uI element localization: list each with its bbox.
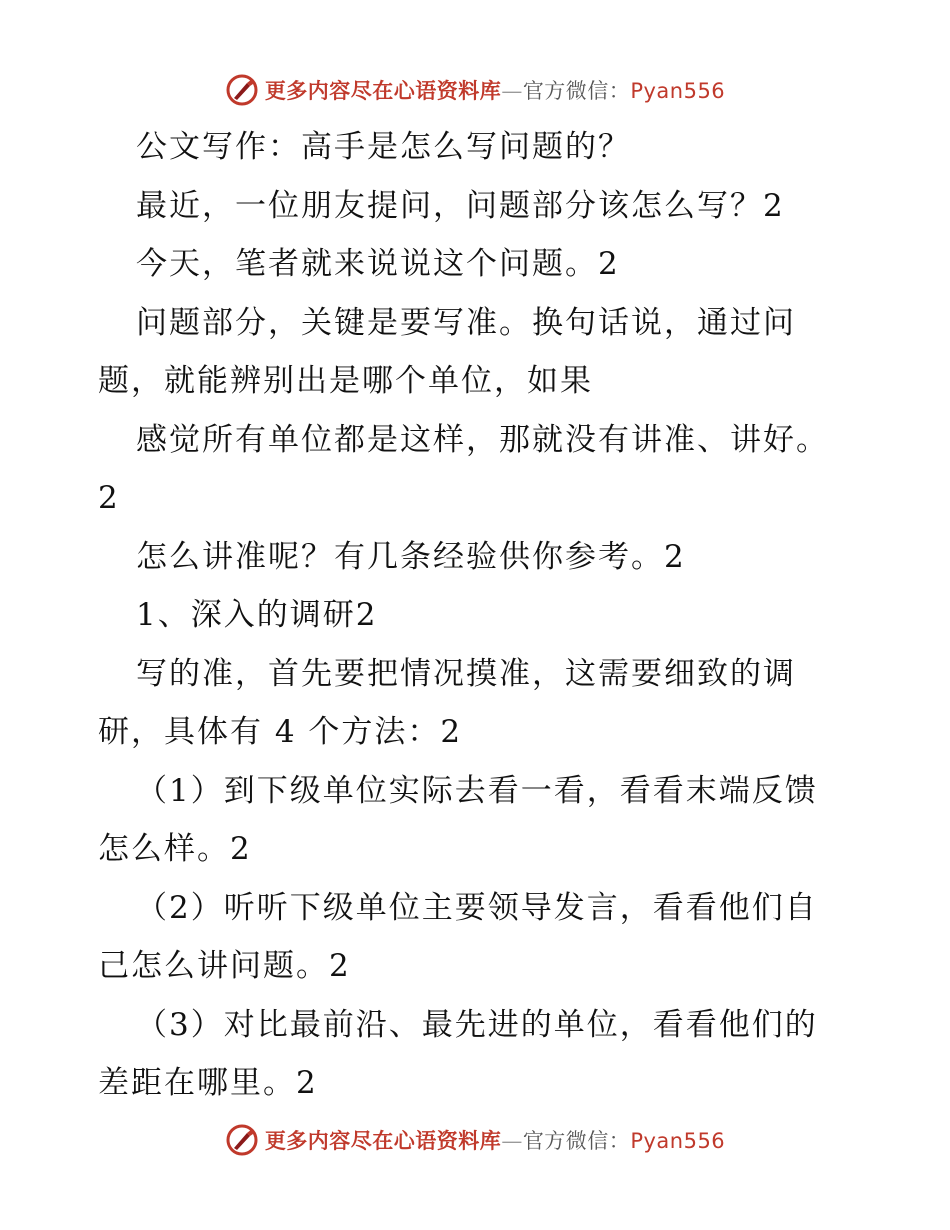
footer-banner: [0, 1120, 950, 1160]
banner-text: [265, 75, 725, 105]
banner-brand: 更多内容尽在心语资料库: [264, 1128, 502, 1153]
paragraph: 写的准，首先要把情况摸准，这需要细致的调研，具体有 4 个方法：2: [98, 655, 796, 750]
paragraph: 最近，一位朋友提问，问题部分该怎么写？2: [136, 187, 785, 224]
list-item: （1）到下级单位实际去看一看，看看末端反馈怎么样。2: [98, 772, 818, 867]
section-heading: 1、深入的调研2: [136, 597, 378, 633]
paragraph-title: 公文写作：高手是怎么写问题的？: [136, 129, 631, 165]
banner-dash: —: [501, 79, 523, 103]
banner-handle: Pyan556: [630, 1129, 726, 1153]
paragraph: 感觉所有单位都是这样，那就没有讲准、讲好。2: [98, 421, 829, 516]
banner-label: 官方微信：: [522, 1129, 631, 1153]
banner-dash: —: [501, 1129, 523, 1153]
banner-brand: 更多内容尽在心语资料库: [264, 78, 502, 103]
list-item: （3）对比最前沿、最先进的单位，看看他们的差距在哪里。2: [98, 1006, 818, 1101]
banner-text: [265, 1125, 725, 1155]
document-body: [98, 118, 838, 1113]
quill-logo-icon: [225, 73, 259, 107]
list-item: （2）听听下级单位主要领导发言，看看他们自己怎么讲问题。2: [98, 889, 818, 984]
paragraph: 今天，笔者就来说说这个问题。2: [136, 246, 620, 282]
header-banner: [0, 70, 950, 110]
banner-handle: Pyan556: [630, 79, 726, 103]
banner-label: 官方微信：: [522, 79, 631, 103]
paragraph: 怎么讲准呢？有几条经验供你参考。2: [136, 538, 686, 575]
paragraph: 问题部分，关键是要写准。换句话说，通过问题，就能辨别出是哪个单位，如果: [98, 304, 796, 399]
quill-logo-icon: [225, 1123, 259, 1157]
